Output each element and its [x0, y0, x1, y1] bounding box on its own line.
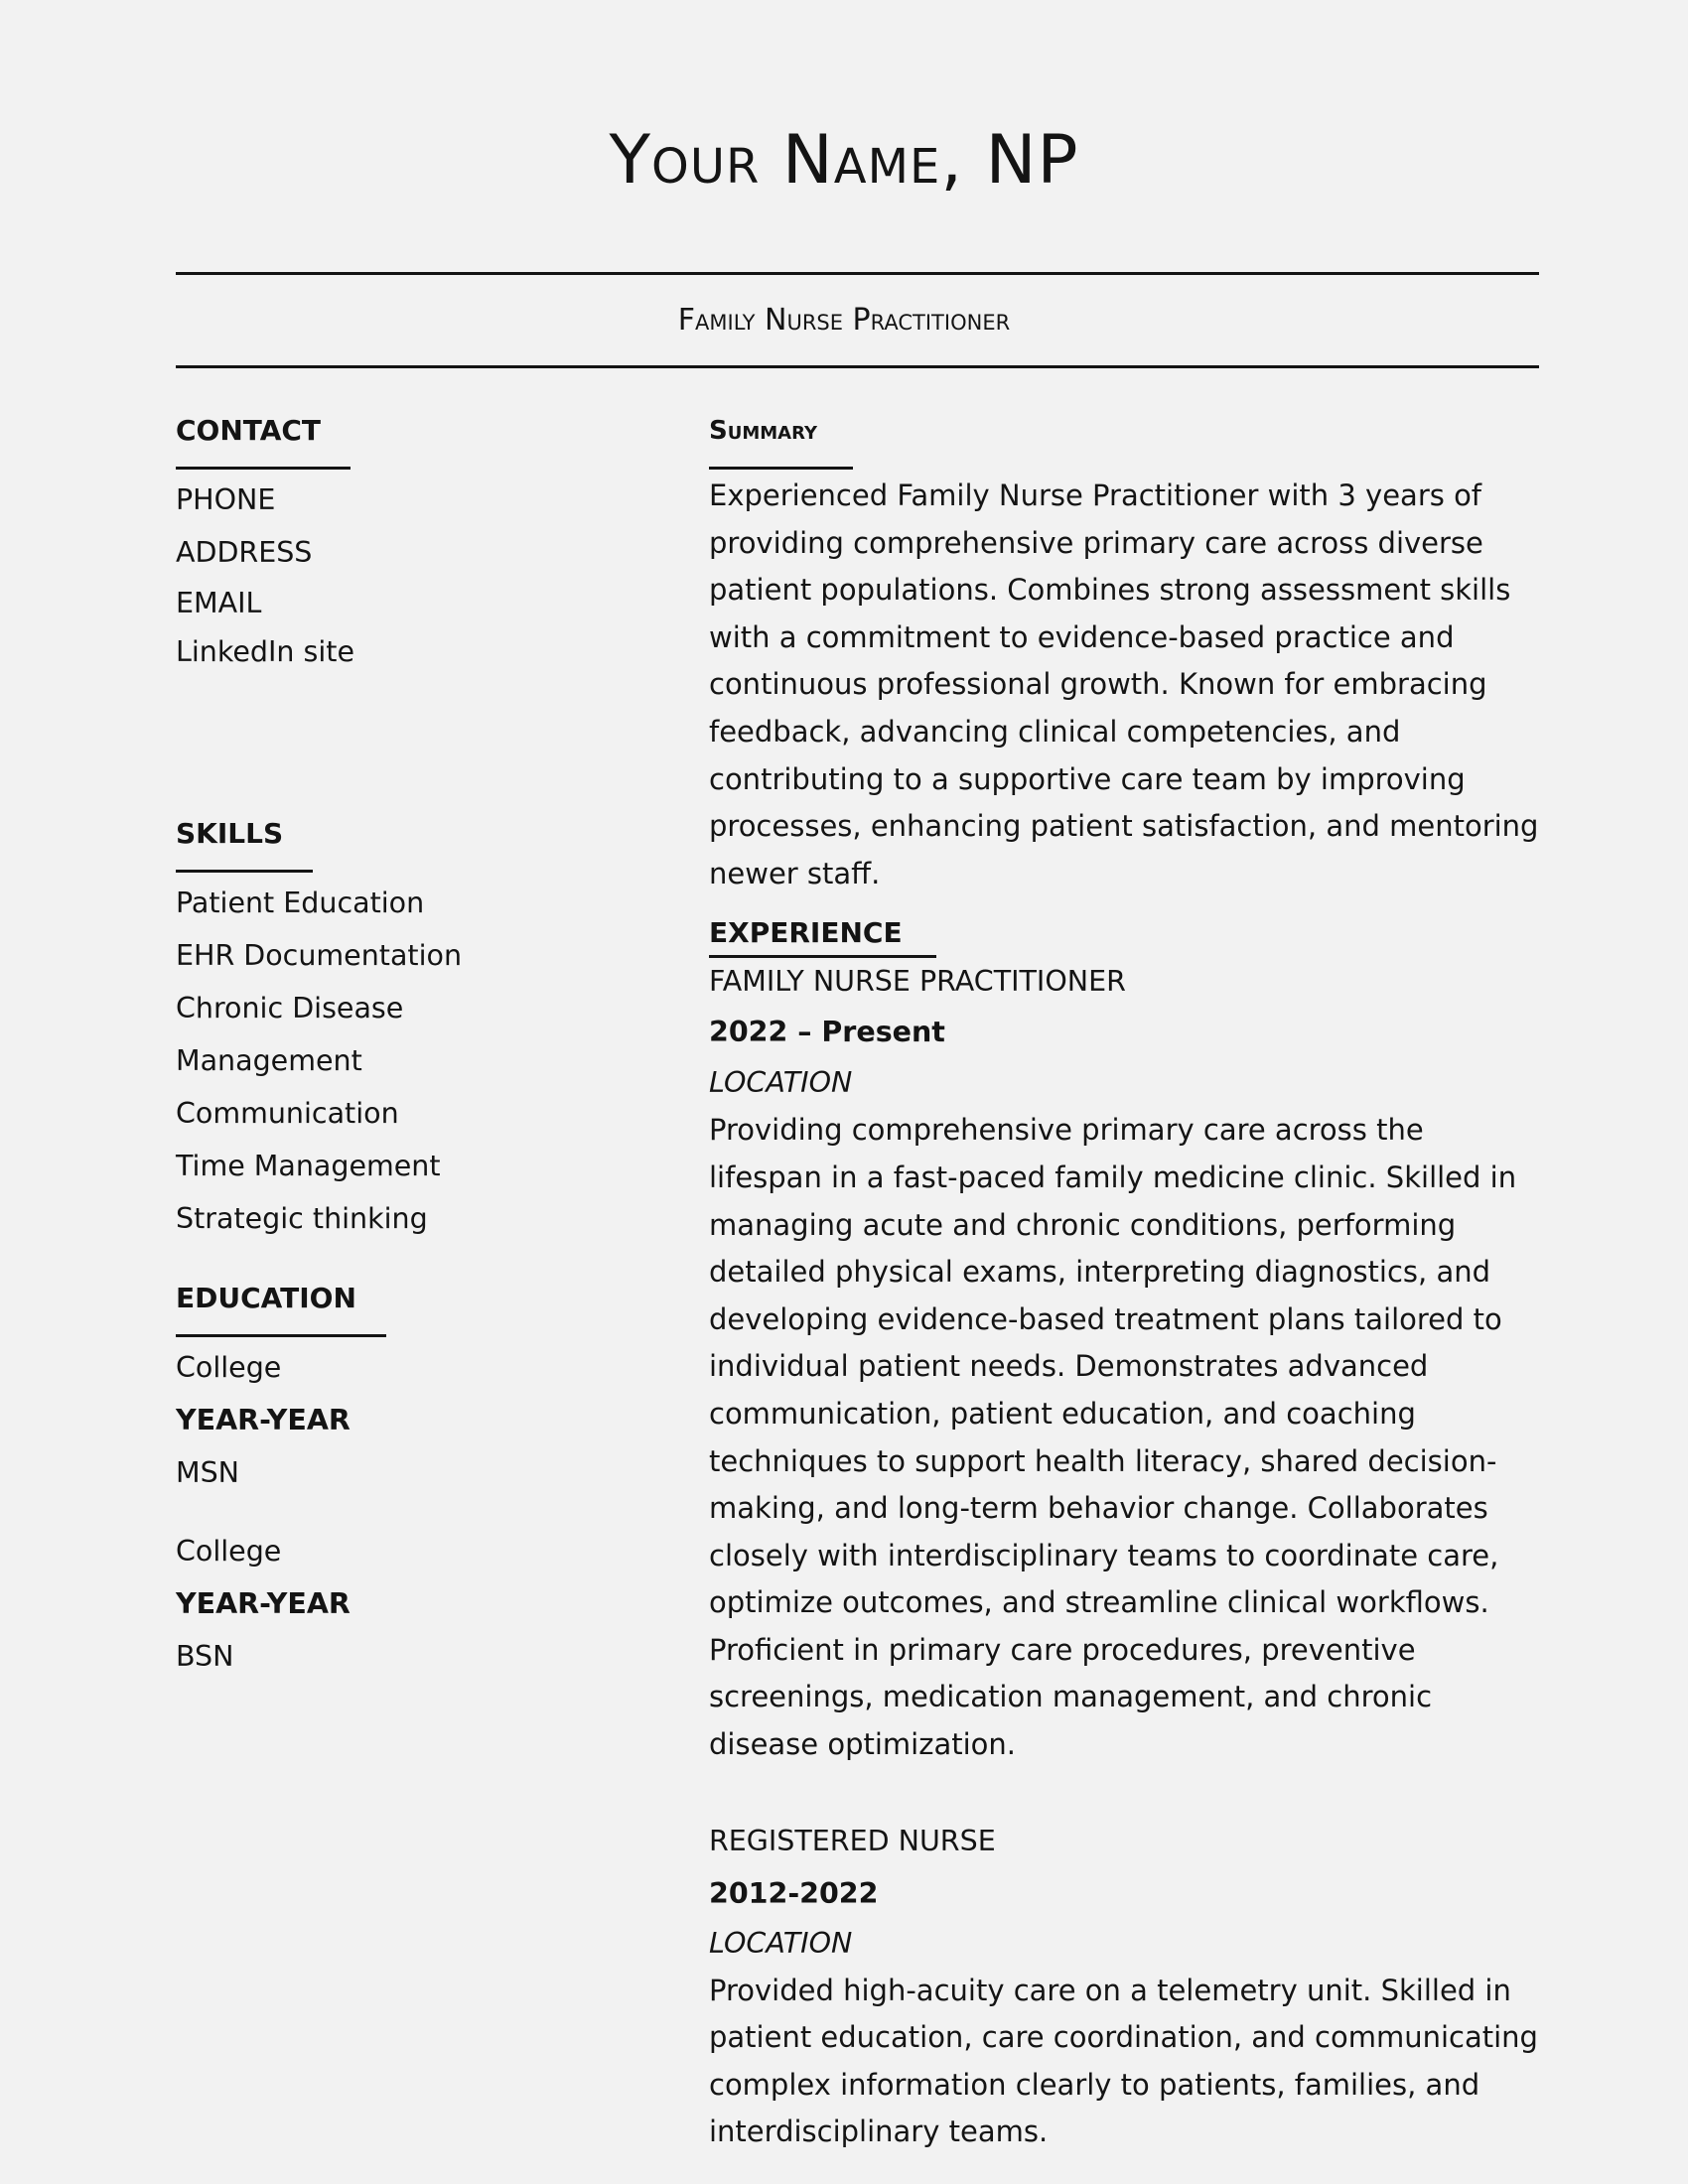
- job-dates: 2012-2022: [709, 1876, 879, 1910]
- candidate-name: Your Name, NP: [609, 121, 1079, 200]
- skill-item: Time Management: [176, 1150, 441, 1182]
- contact-section: [176, 411, 642, 675]
- job-description: Providing comprehensive primary care across the lifespan in a fast-paced family medicine clinic. Skilled in managing acute and chronic conditions, performing detailed physical exams, interpreting diagnostics, and developing evidence-based treatment plans tailored to individual patient needs. Demonstrates advanced communication, patient education, and coaching techniques to support health literacy, shared decision-making, and long-term behavior change. Collaborates closely with interdisciplinary teams to coordinate care, optimize outcomes, and streamline clinical workflows. Proficient in primary care procedures, preventive screenings, medication management, and chronic disease optimization.: [709, 1113, 1517, 1762]
- education-degree: MSN: [176, 1456, 239, 1489]
- job-title: FAMILY NURSE PRACTITIONER: [709, 965, 1126, 999]
- summary-section: [709, 411, 1545, 897]
- header-divider-bottom: [176, 365, 1539, 368]
- contact-phone: PHONE: [176, 483, 276, 516]
- job-location: LOCATION: [709, 1926, 853, 1960]
- skill-item: Chronic Disease: [176, 992, 404, 1024]
- education-section: [176, 1279, 642, 1683]
- experience-section: [709, 913, 1545, 2156]
- header-divider-top: [176, 272, 1539, 275]
- education-entry: [176, 1341, 642, 1499]
- skill-item: Communication: [176, 1097, 399, 1130]
- job-dates: 2022 – Present: [709, 1016, 945, 1049]
- skill-item: Strategic thinking: [176, 1202, 428, 1235]
- job-title: REGISTERED NURSE: [709, 1824, 996, 1857]
- skill-item: Management: [176, 1044, 362, 1077]
- education-school: College: [176, 1535, 282, 1568]
- education-degree: BSN: [176, 1640, 234, 1673]
- education-heading: EDUCATION: [176, 1279, 386, 1337]
- left-column: [176, 411, 642, 1683]
- skill-item: EHR Documentation: [176, 939, 463, 972]
- skills-heading: SKILLS: [176, 814, 313, 873]
- education-years: YEAR-YEAR: [176, 1587, 351, 1620]
- education-school: College: [176, 1351, 282, 1384]
- contact-address: ADDRESS: [176, 536, 313, 569]
- summary-text: Experienced Family Nurse Practitioner with 3 years of providing comprehensive primary care across diverse patient populations. Combines strong assessment skills with a commitment to evidence-based practice and continuous professional growth. Known for embracing feedback, advancing clinical competencies, and contributing to a supportive care team by improving processes, enhancing patient satisfaction, and mentoring newer staff.: [709, 478, 1539, 890]
- job-description: Provided high-acuity care on a telemetry unit. Skilled in patient education, care coordination, and communicating complex information clearly to patients, families, and interdisciplinary teams.: [709, 1973, 1538, 2149]
- education-entry: [176, 1525, 642, 1683]
- contact-linkedin: LinkedIn site: [176, 635, 354, 668]
- summary-heading: Summary: [709, 411, 853, 470]
- job-subtitle: Family Nurse Practitioner: [677, 303, 1011, 338]
- job-entry: [709, 1815, 1545, 2156]
- skill-item: Patient Education: [176, 887, 425, 919]
- right-column: [709, 411, 1545, 2156]
- skills-section: [176, 814, 642, 1245]
- education-years: YEAR-YEAR: [176, 1404, 351, 1436]
- contact-heading: CONTACT: [176, 411, 351, 470]
- job-entry: [709, 958, 1545, 1768]
- experience-heading: EXPERIENCE: [709, 913, 936, 958]
- job-location: LOCATION: [709, 1066, 853, 1100]
- contact-email: EMAIL: [176, 587, 262, 619]
